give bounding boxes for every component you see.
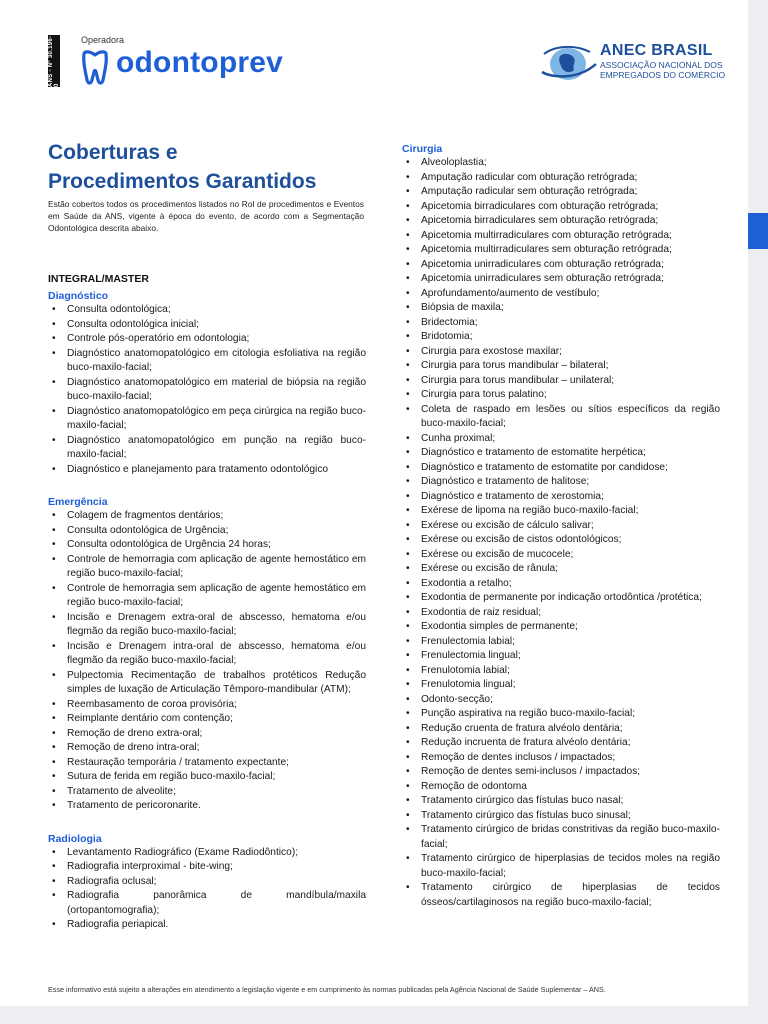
section-title-radiologia: Radiologia <box>48 832 102 845</box>
section-title-emergencia: Emergência <box>48 496 108 508</box>
right-margin-accent <box>748 213 768 249</box>
list-item: • Apicetomia birradiculares sem obturação retrógrada; <box>402 214 720 229</box>
list-item: • Tratamento de alveolite; <box>48 785 366 800</box>
list-item: • Alveoloplastia; <box>402 156 720 171</box>
list-item: • Remoção de dentes inclusos / impactados; <box>402 751 720 766</box>
list-item: • Aprofundamento/aumento de vestíbulo; <box>402 287 720 302</box>
list-item: • Diagnóstico anatomopatológico em punção na região buco-maxilo-facial; <box>48 434 366 463</box>
tooth-logo-icon <box>80 50 110 86</box>
anec-title: ANEC BRASIL <box>600 42 713 59</box>
list-item: • Tratamento cirúrgico de bridas constritivas da região buco-maxilo-facial; <box>402 823 720 852</box>
list-item: • Restauração temporária / tratamento expectante; <box>48 756 366 771</box>
list-item: • Cunha proximal; <box>402 432 720 447</box>
list-item: • Diagnóstico anatomopatológico em citologia esfoliativa na região buco-maxilo-facial; <box>48 347 366 376</box>
list-item: • Radiografia periapical. <box>48 918 366 933</box>
list-item: • Controle pós-operatório em odontologia; <box>48 332 366 347</box>
list-item: • Diagnóstico e tratamento de halitose; <box>402 475 720 490</box>
anec-subtitle <box>600 60 725 80</box>
list-item: • Frenulotomia labial; <box>402 664 720 679</box>
list-item: • Cirurgia para torus mandibular – unilateral; <box>402 374 720 389</box>
list-item: • Remoção de dreno intra-oral; <box>48 741 366 756</box>
odontoprev-logo-text: odontoprev <box>116 46 283 79</box>
list-item: • Frenulotomia lingual; <box>402 678 720 693</box>
emergencia-list <box>48 509 366 814</box>
list-item: • Apicetomia unirradiculares com obturação retrógrada; <box>402 258 720 273</box>
anec-subtitle-line2: EMPREGADOS DO COMÉRCIO <box>600 70 726 80</box>
globe-logo-icon <box>538 42 598 82</box>
list-item: • Consulta odontológica de Urgência; <box>48 524 366 539</box>
list-item: • Radiografia interproximal - bite-wing; <box>48 860 366 875</box>
list-item: • Diagnóstico e tratamento de estomatite por candidose; <box>402 461 720 476</box>
list-item: • Exérese ou excisão de mucocele; <box>402 548 720 563</box>
list-item: • Colagem de fragmentos dentários; <box>48 509 366 524</box>
list-item: • Apicetomia multirradiculares com obturação retrógrada; <box>402 229 720 244</box>
list-item: • Controle de hemorragia sem aplicação de agente hemostático em região buco-maxilo-facial; <box>48 582 366 611</box>
list-item: • Incisão e Drenagem intra-oral de abscesso, hematoma e/ou flegmão da região buco-maxilo-facial; <box>48 640 366 669</box>
intro-paragraph: Estão cobertos todos os procedimentos listados no Rol de procedimentos e Eventos em Saúde da ANS, vigente à época do evento, de acordo com a Segmentação Odontológica descrita abaixo. <box>48 199 364 233</box>
footer-disclaimer: Esse informativo está sujeito a alterações em atendimento a legislação vigente e em cumprimento às normas publicadas pela Agência Nacional de Saúde Suplementar – ANS. <box>48 985 606 994</box>
list-item: • Diagnóstico anatomopatológico em material de biópsia na região buco-maxilo-facial; <box>48 376 366 405</box>
list-item: • Exodontia de permanente por indicação ortodôntica /protética; <box>402 591 720 606</box>
list-item: • Frenulectomia labial; <box>402 635 720 650</box>
list-item: • Reimplante dentário com contenção; <box>48 712 366 727</box>
list-item: • Exodontia de raiz residual; <box>402 606 720 621</box>
diagnostico-list <box>48 303 366 477</box>
list-item: • Apicetomia birradiculares com obturação retrógrada; <box>402 200 720 215</box>
list-item: • Tratamento cirúrgico de hiperplasias de tecidos ósseos/cartilaginosos na região buco-maxilo-facial; <box>402 881 720 910</box>
list-item: • Odonto-secção; <box>402 693 720 708</box>
page-title-line1: Coberturas e <box>48 141 178 164</box>
operadora-label: Operadora <box>81 35 125 45</box>
list-item: • Radiografia panorâmica de mandíbula/maxila (ortopantomografia); <box>48 889 366 918</box>
list-item: • Tratamento cirúrgico das fístulas buco nasal; <box>402 794 720 809</box>
list-item: • Pulpectomia Recimentação de trabalhos protéticos Redução simples de luxação de Articulação Têmporo-mandibular (ATM); <box>48 669 366 698</box>
right-column <box>402 142 720 910</box>
list-item: • Remoção de odontoma <box>402 780 720 795</box>
list-item: • Redução incruenta de fratura alvéolo dentária; <box>402 736 720 751</box>
radiologia-list <box>48 846 366 933</box>
list-item: • Exérese de lipoma na região buco-maxilo-facial; <box>402 504 720 519</box>
list-item: • Diagnóstico e tratamento de xerostomia; <box>402 490 720 505</box>
bottom-band <box>0 1006 748 1024</box>
ans-registration-badge: ANS - Nº 30.196-0 <box>48 35 60 87</box>
list-item: • Tratamento cirúrgico de hiperplasias de tecidos moles na região buco-maxilo-facial; <box>402 852 720 881</box>
list-item: • Cirurgia para torus mandibular – bilateral; <box>402 359 720 374</box>
list-item: • Exérese ou excisão de rânula; <box>402 562 720 577</box>
plan-label: INTEGRAL/MASTER <box>48 273 149 285</box>
list-item: • Diagnóstico anatomopatológico em peça cirúrgica na região buco-maxilo-facial; <box>48 405 366 434</box>
cirurgia-list <box>402 156 720 910</box>
list-item: • Tratamento de pericoronarite. <box>48 799 366 814</box>
list-item: • Consulta odontológica de Urgência 24 horas; <box>48 538 366 553</box>
list-item: • Amputação radicular sem obturação retrógrada; <box>402 185 720 200</box>
list-item: • Reembasamento de coroa provisória; <box>48 698 366 713</box>
section-title-diagnostico: Diagnóstico <box>48 290 109 302</box>
list-item: • Cirurgia para torus palatino; <box>402 388 720 403</box>
list-item: • Remoção de dreno extra-oral; <box>48 727 366 742</box>
list-item: • Controle de hemorragia com aplicação de agente hemostático em região buco-maxilo-facial; <box>48 553 366 582</box>
list-item: • Exodontia a retalho; <box>402 577 720 592</box>
list-item: • Cirurgia para exostose maxilar; <box>402 345 720 360</box>
list-item: • Consulta odontológica inicial; <box>48 318 366 333</box>
list-item: • Punção aspirativa na região buco-maxilo-facial; <box>402 707 720 722</box>
list-item: • Diagnóstico e planejamento para tratamento odontológico <box>48 463 366 478</box>
list-item: • Bridotomia; <box>402 330 720 345</box>
page-title-line2: Procedimentos Garantidos <box>48 170 317 193</box>
list-item: • Amputação radicular com obturação retrógrada; <box>402 171 720 186</box>
list-item: • Diagnóstico e tratamento de estomatite herpética; <box>402 446 720 461</box>
list-item: • Biópsia de maxila; <box>402 301 720 316</box>
list-item: • Exérese ou excisão de cálculo salivar; <box>402 519 720 534</box>
list-item: • Consulta odontológica; <box>48 303 366 318</box>
list-item: • Remoção de dentes semi-inclusos / impactados; <box>402 765 720 780</box>
list-item: • Apicetomia multirradiculares sem obturação retrógrada; <box>402 243 720 258</box>
list-item: • Radiografia oclusal; <box>48 875 366 890</box>
list-item: • Apicetomia unirradiculares sem obturação retrógrada; <box>402 272 720 287</box>
section-title-cirurgia: Cirurgia <box>402 143 443 155</box>
right-margin-bar <box>748 0 768 1024</box>
anec-subtitle-line1: ASSOCIAÇÃO NACIONAL DOS <box>600 60 723 70</box>
list-item: • Bridectomia; <box>402 316 720 331</box>
list-item: • Incisão e Drenagem extra-oral de abscesso, hematoma e/ou flegmão da região buco-maxilo-facial; <box>48 611 366 640</box>
list-item: • Levantamento Radiográfico (Exame Radiodôntico); <box>48 846 366 861</box>
list-item: • Exérese ou excisão de cistos odontológicos; <box>402 533 720 548</box>
list-item: • Redução cruenta de fratura alvéolo dentária; <box>402 722 720 737</box>
page-title <box>48 138 316 196</box>
list-item: • Exodontia simples de permanente; <box>402 620 720 635</box>
list-item: • Sutura de ferida em região buco-maxilo-facial; <box>48 770 366 785</box>
list-item: • Tratamento cirúrgico das fístulas buco sinusal; <box>402 809 720 824</box>
list-item: • Frenulectomia lingual; <box>402 649 720 664</box>
list-item: • Coleta de raspado em lesões ou sítios específicos da região buco-maxilo-facial; <box>402 403 720 432</box>
left-column <box>48 273 366 933</box>
